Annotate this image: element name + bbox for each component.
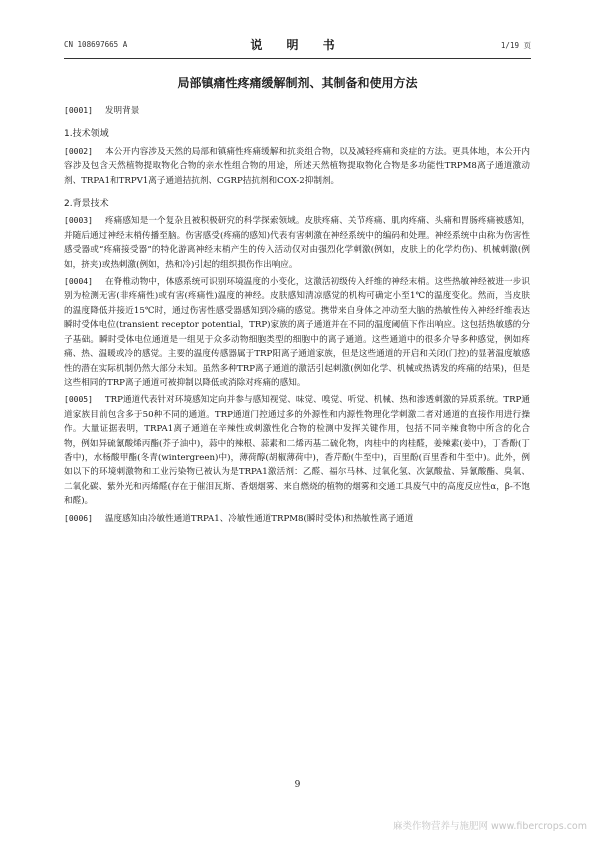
page-number: 9 <box>294 780 301 790</box>
paragraph-number: [0003] <box>64 216 93 226</box>
section-heading-field: 1.技术领域 <box>64 129 109 140</box>
paragraph-number: [0002] <box>64 146 93 156</box>
paragraph-text: 温度感知由冷敏性通道TRPA1、冷敏性通道TRPM8(瞬时受体)和热敏性离子通道 <box>104 513 414 524</box>
paragraph-text: 疼痛感知是一个复杂且被积极研究的科学探索领域。皮肤疼痛、关节疼痛、肌肉疼痛、头痛和胃肠疼痛被感知，并随后通过神经末梢传播至脑。伤害感受(疼痛的感知)代表有害刺激在神经系统中的编码和处理。神经系统中由称为伤害性感受器或“疼痛接受器”的特化游离神经末梢产生的传入活动仅对由强烈化学刺激(例如，皮肤上的化学灼伤)、机械刺激(例如，挤夹)或热刺激(例如，热和冷)引起的组织损伤作出响应。 <box>64 216 530 270</box>
header-rule <box>64 58 531 59</box>
paragraph-text: TRP通道代表针对环境感知定向并参与感知视觉、味觉、嗅觉、听觉、机械、热和渗透刺激的异质系统。TRP通道家族目前包含多于50种不同的通道。TRP通道门控通过多的外源性和内源性物理化学刺激二者对通道的直接作用进行操作。大量证据表明，TRPA1离子通道在辛辣性或刺激性化合物的检测中发挥关键作用，包括不同辛辣食物中所含的化合物，例如异硫氰酸烯丙酯(芥子油中)，蒜中的辣根、蒜素和二烯丙基二硫化物，肉桂中的肉桂醛，姜辣素(姜中)，丁香酚(丁香中)，水杨酸甲酯(冬青(wintergreen)中)，薄荷醇(胡椒薄荷中)，香芹酚(牛至中)，百里酚(百里香和牛至中)。此外，例如以下的环境刺激物和工业污染物已被认为是TRPA1激活剂：乙醛、福尔马林、过氧化氢、次氯酸盐、异氰酸酯、臭氧、二氧化碳、紫外光和丙烯醛(存在于催泪瓦斯、香烟烟雾、来自燃烧的植物的烟雾和交通工具废气中的高度反应性α，β-不饱和醛)。 <box>64 395 530 507</box>
paragraph-0003 <box>64 214 530 272</box>
watermark: 麻类作物营养与施肥网 www.fibercrops.com <box>392 821 587 832</box>
document-type: 说 明 书 <box>250 38 345 52</box>
paragraph-0004 <box>64 275 530 390</box>
paragraph-number: [0006] <box>64 513 93 523</box>
paragraph-0005 <box>64 393 530 508</box>
page-counter: 1/19 页 <box>500 41 531 50</box>
section-heading-background: 2.背景技术 <box>64 199 109 210</box>
document-title: 局部镇痛性疼痛缓解制剂、其制备和使用方法 <box>177 76 418 90</box>
paragraph-0001 <box>64 104 530 118</box>
paragraph-number: [0001] <box>64 106 93 115</box>
paragraph-text: 发明背景 <box>104 106 140 116</box>
page-header <box>64 36 531 54</box>
paragraph-0002 <box>64 145 530 188</box>
paragraph-0006 <box>64 512 530 526</box>
publication-number: CN 108697665 A <box>64 40 128 49</box>
paragraph-number: [0005] <box>64 395 93 405</box>
paragraph-text: 在脊椎动物中，体感系统可识别环境温度的小变化，这激活初级传入纤维的神经末梢。这些热敏神经被进一步识别为检测无害(非疼痛性)或有害(疼痛性)温度的神经。皮肤感知清凉感觉的机构可确定小至1℃的温度变化。然而，当皮肤的温度降低并接近15℃时，通过伤害性感受器感知到冷痛的感觉。携带来自身体之冲动至大脑的热敏性传入神经纤维表达瞬时受体电位(transient receptor potential，TRP)家族的离子通道并在不同的温度阈值下作出响应。这包括热敏感的分子基础。瞬时受体电位通道是一组见于众多动物细胞类型的细胞中的离子通道。这些通道中的很多介导多种感觉，例如疼痛、热、温暖或冷的感觉。主要的温度传感器属于TRP阳离子通道家族，但是这些通道的开启和关闭(门控)的显著温度敏感性的潜在实际机制仍然大部分未知。虽然多种TRP离子通道的激活引起刺激(例如化学、机械或热诱发的疼痛的结果)，但是这些相同的TRP离子通道可被抑制以降低或消除对疼痛的感知。 <box>64 277 530 388</box>
paragraph-text: 本公开内容涉及天然的局部和镇痛性疼痛缓解和抗炎组合物，以及减轻疼痛和炎症的方法。更具体地，本公开内容涉及包含天然植物提取物化合物的亲水性组合物的用途，所述天然植物提取物化合物是多功能性TRPM8离子通道激动剂、TRPA1和TRPV1离子通道拮抗剂、CGRP拮抗剂和COX-2抑制剂。 <box>64 146 530 186</box>
paragraph-number: [0004] <box>64 277 93 287</box>
document-body <box>64 104 530 529</box>
